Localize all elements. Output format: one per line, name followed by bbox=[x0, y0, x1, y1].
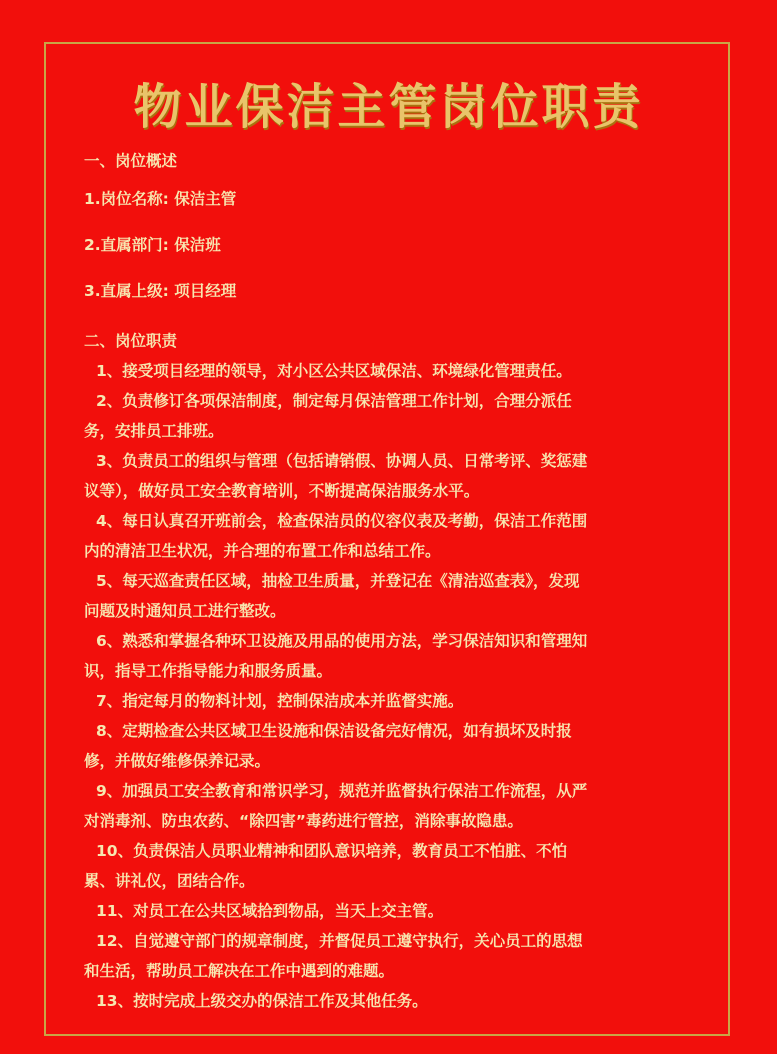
duty-item bbox=[84, 506, 704, 566]
duty-item bbox=[84, 356, 704, 386]
duty-item-line: 务，安排员工排班。 bbox=[84, 422, 224, 440]
duty-item-line: 5、每天巡查责任区域，抽检卫生质量，并登记在《清洁巡查表》，发现 bbox=[96, 572, 580, 590]
duty-item-line: 和生活，帮助员工解决在工作中遇到的难题。 bbox=[84, 962, 395, 980]
duty-item-line: 修，并做好维修保养记录。 bbox=[84, 752, 271, 770]
duty-item-line: 7、指定每月的物料计划，控制保洁成本并监督实施。 bbox=[96, 692, 464, 710]
duty-item-line: 11、对员工在公共区域拾到物品，当天上交主管。 bbox=[96, 902, 444, 920]
duty-item-line: 累、讲礼仪，团结合作。 bbox=[84, 872, 255, 890]
duty-item-line: 问题及时通知员工进行整改。 bbox=[84, 602, 286, 620]
supervisor: 3.直属上级: 项目经理 bbox=[84, 282, 237, 300]
duty-item-line: 9、加强员工安全教育和常识学习，规范并监督执行保洁工作流程，从严 bbox=[96, 782, 588, 800]
department: 2.直属部门: 保洁班 bbox=[84, 236, 221, 254]
document-body bbox=[84, 146, 704, 1016]
duty-item-line: 内的清洁卫生状况，并合理的布置工作和总结工作。 bbox=[84, 542, 441, 560]
duty-item-line: 4、每日认真召开班前会，检查保洁员的仪容仪表及考勤，保洁工作范围 bbox=[96, 512, 588, 530]
page-title: 物业保洁主管岗位职责 bbox=[133, 79, 644, 135]
duty-item bbox=[84, 686, 704, 716]
duty-item bbox=[84, 566, 704, 626]
section-heading-duties: 二、岗位职责 bbox=[84, 332, 178, 350]
duty-item-line: 对消毒剂、防虫农药、“除四害”毒药进行管控，消除事故隐患。 bbox=[84, 812, 523, 830]
duty-item bbox=[84, 776, 704, 836]
duty-item-line: 1、接受项目经理的领导，对小区公共区域保洁、环境绿化管理责任。 bbox=[96, 362, 572, 380]
duty-item-line: 识，指导工作指导能力和服务质量。 bbox=[84, 662, 333, 680]
duty-item-line: 12、自觉遵守部门的规章制度，并督促员工遵守执行，关心员工的思想 bbox=[96, 932, 583, 950]
duty-item-line: 10、负责保洁人员职业精神和团队意识培养，教育员工不怕脏、不怕 bbox=[96, 842, 568, 860]
duty-item bbox=[84, 896, 704, 926]
duty-item bbox=[84, 986, 704, 1016]
duty-item-line: 8、定期检查公共区域卫生设施和保洁设备完好情况，如有损坏及时报 bbox=[96, 722, 572, 740]
duty-item bbox=[84, 836, 704, 896]
duty-item-line: 议等），做好员工安全教育培训，不断提高保洁服务水平。 bbox=[84, 482, 480, 500]
duty-item-line: 13、按时完成上级交办的保洁工作及其他任务。 bbox=[96, 992, 428, 1010]
section-heading-overview: 一、岗位概述 bbox=[84, 152, 178, 170]
duty-item bbox=[84, 716, 704, 776]
duty-list bbox=[84, 356, 704, 1016]
duty-item bbox=[84, 626, 704, 686]
duty-item bbox=[84, 926, 704, 986]
duty-item-line: 2、负责修订各项保洁制度，制定每月保洁管理工作计划，合理分派任 bbox=[96, 392, 572, 410]
position-name: 1.岗位名称: 保洁主管 bbox=[84, 190, 237, 208]
duty-item bbox=[84, 386, 704, 446]
duty-item-line: 3、负责员工的组织与管理（包括请销假、协调人员、日常考评、奖惩建 bbox=[96, 452, 588, 470]
duty-item bbox=[84, 446, 704, 506]
duty-item-line: 6、熟悉和掌握各种环卫设施及用品的使用方法，学习保洁知识和管理知 bbox=[96, 632, 588, 650]
